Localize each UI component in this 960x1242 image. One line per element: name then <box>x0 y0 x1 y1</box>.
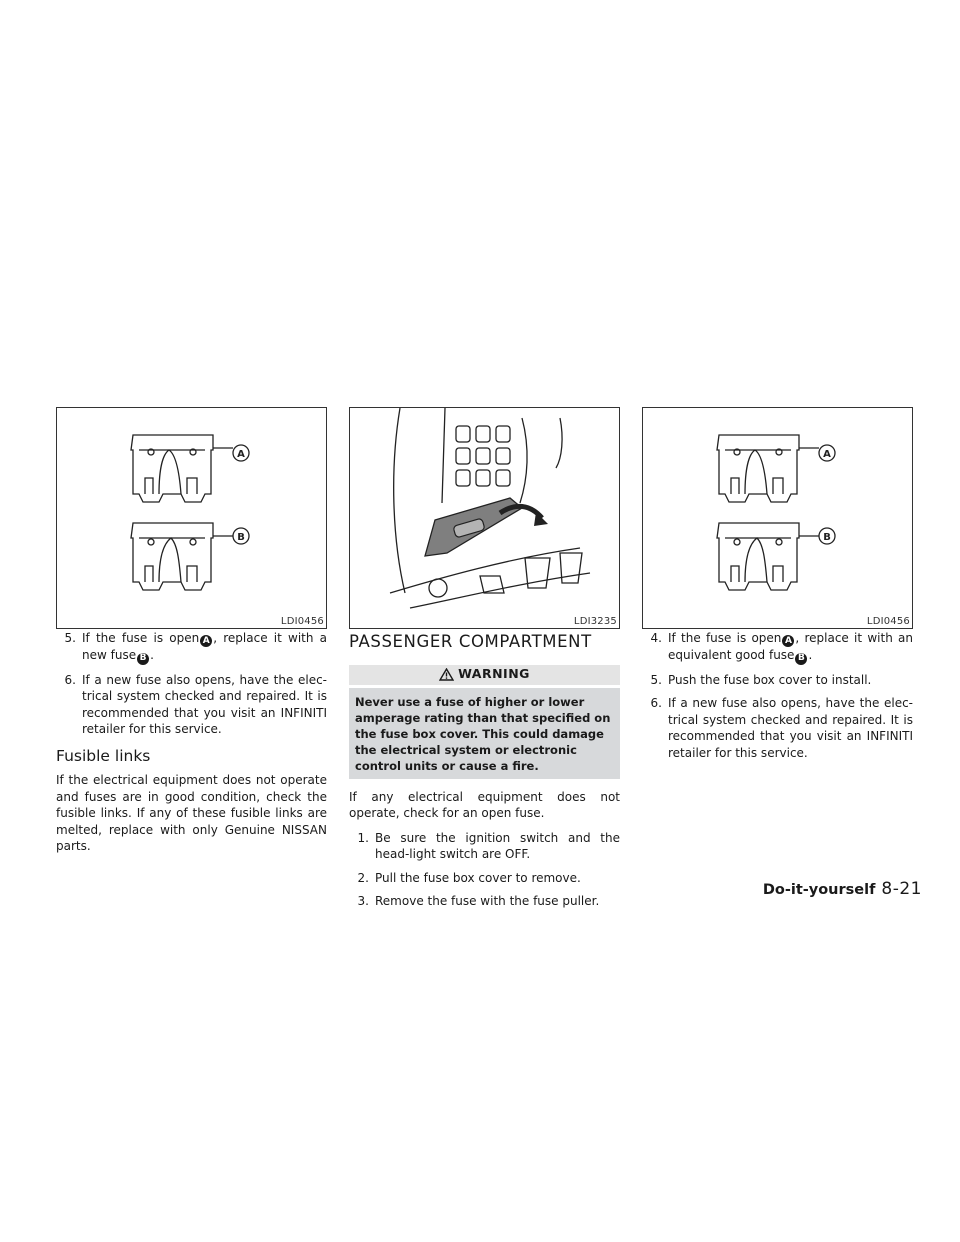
warning-title: WARNING <box>458 666 530 682</box>
fuse-illustration <box>643 408 912 628</box>
right-column <box>642 630 913 768</box>
list-item: 5. Push the fuse box cover to install. <box>650 672 872 687</box>
list-item: 6. If a new fuse also opens, have the elec-trical system checked and repaired. It is recommended that you visit an INFINITI retailer for this service. <box>650 696 913 760</box>
list-item: 5. If the fuse is open A , replace it with a new fuse B . <box>64 631 328 664</box>
list-item: 4. If the fuse is open A , replace it with an equivalent good fuse B . <box>650 631 913 664</box>
list-item: 1. Be sure the ignition switch and the head-light switch are OFF. <box>357 830 620 861</box>
fusible-links-paragraph: If the electrical equipment does not operate and fuses are in good condition, check the fusible links. If any of these fusible links are melted, replace with only Genuine NISSAN parts. <box>56 773 327 853</box>
list-item: 3. Remove the fuse with the fuse puller. <box>357 894 600 908</box>
steps-list <box>56 630 327 738</box>
page-number: 8-21 <box>881 879 922 899</box>
list-item: 6. If a new fuse also opens, have the elec-trical system checked and repaired. It is recommended that you visit an INFINITI retailer for this service. <box>64 672 327 736</box>
intro-paragraph: If any electrical equipment does not operate, check for an open fuse. <box>349 789 620 820</box>
warning-icon <box>439 668 454 681</box>
middle-column <box>349 630 620 917</box>
fuse-box-illustration <box>350 408 619 628</box>
figure-code: LDI0456 <box>280 616 324 627</box>
subheading-fusible-links: Fusible links <box>56 746 151 765</box>
figure-code: LDI3235 <box>573 616 617 627</box>
steps-list <box>349 830 620 910</box>
warning-header <box>349 665 620 685</box>
section-name: Do-it-yourself <box>762 882 876 898</box>
section-heading: PASSENGER COMPARTMENT <box>349 632 592 651</box>
figure-fuse-box-cover <box>349 407 620 629</box>
callout-b-label: B <box>823 532 831 543</box>
list-item: 2. Pull the fuse box cover to remove. <box>357 870 581 885</box>
figure-fuses-left <box>56 407 327 629</box>
page-footer <box>763 879 922 899</box>
callout-b-label: B <box>237 532 245 543</box>
callout-b-icon: B <box>137 653 149 665</box>
steps-list <box>642 630 913 761</box>
figure-code: LDI0456 <box>866 616 910 627</box>
warning-text: Never use a fuse of higher or lower amperage rating than that specified on the fuse box cover. This could damage the electrical system or electronic control units or cause a fire. <box>349 688 620 779</box>
figure-fuses-right <box>642 407 913 629</box>
callout-a-icon: A <box>782 635 794 647</box>
callout-a-label: A <box>823 449 831 460</box>
left-column <box>56 630 327 863</box>
fuse-illustration <box>57 408 326 628</box>
callout-a-icon: A <box>200 635 212 647</box>
callout-a-label: A <box>237 449 245 460</box>
callout-b-icon: B <box>795 653 807 665</box>
